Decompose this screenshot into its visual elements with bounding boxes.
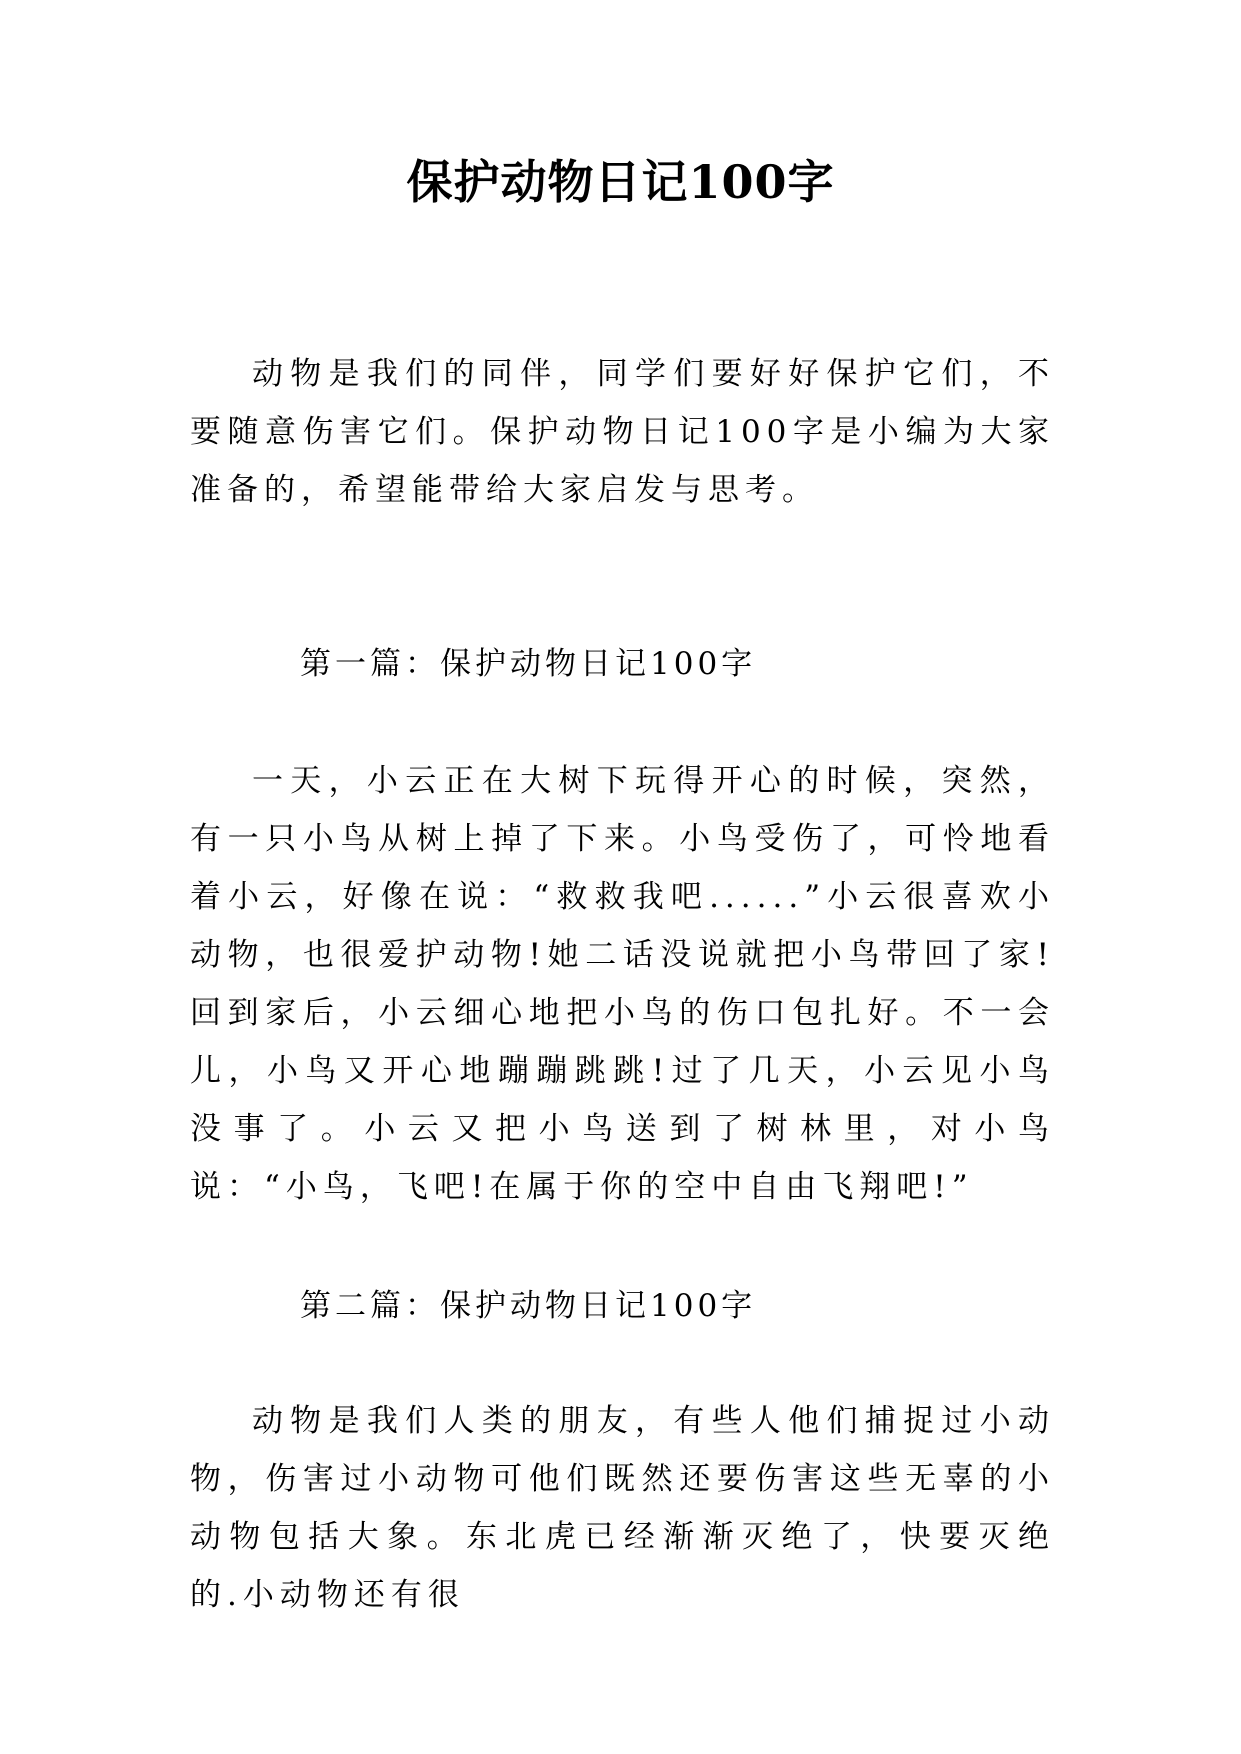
intro-paragraph: 动物是我们的同伴，同学们要好好保护它们，不要随意伤害它们。保护动物日记100字是小编为大家准备的，希望能带给大家启发与思考。 (190, 356, 1055, 508)
section-heading-2: 第二篇：保护动物日记100字 (300, 1288, 757, 1324)
section-heading-1: 第一篇：保护动物日记100字 (300, 646, 757, 682)
section-body-2: 动物是我们人类的朋友，有些人他们捕捉过小动物，伤害过小动物可他们既然还要伤害这些无辜的小动物包括大象。东北虎已经渐渐灭绝了，快要灭绝的.小动物还有很 (190, 1403, 1055, 1613)
document-title: 保护动物日记100字 (406, 155, 835, 209)
section-body-1: 一天，小云正在大树下玩得开心的时候，突然，有一只小鸟从树上掉了下来。小鸟受伤了，可怜地看着小云，好像在说：“救救我吧......”小云很喜欢小动物，也很爱护动物!她二话没说就把小鸟带回了家!回到家后，小云细心地把小鸟的伤口包扎好。不一会儿，小鸟又开心地蹦蹦跳跳!过了几天，小云见小鸟没事了。小云又把小鸟送到了树林里，对小鸟说：“小鸟，飞吧!在属于你的空中自由飞翔吧!” (190, 763, 1055, 1205)
